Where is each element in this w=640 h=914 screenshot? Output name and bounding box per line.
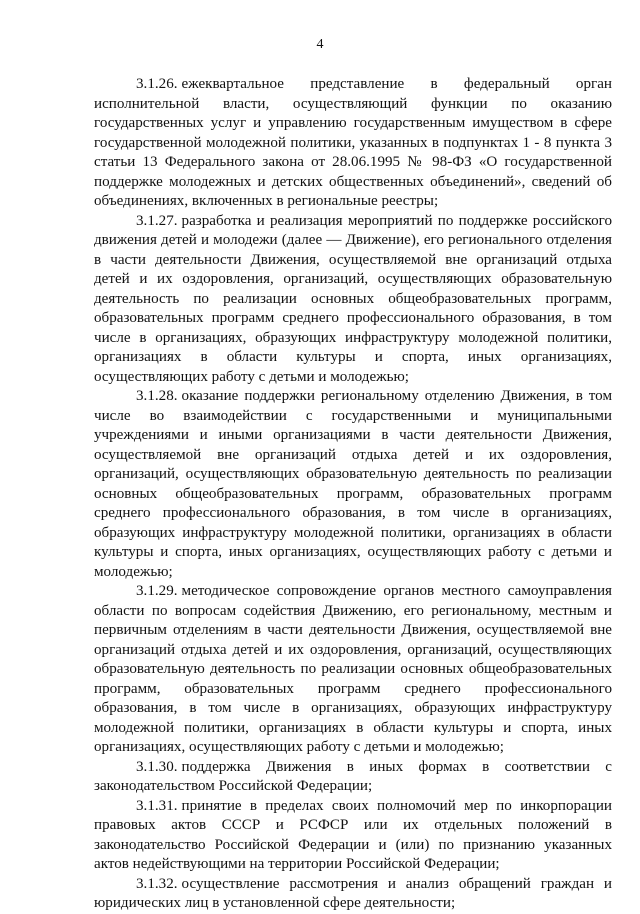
paragraph-number: 3.1.30. bbox=[136, 758, 178, 775]
paragraph-number: 3.1.28. bbox=[136, 388, 178, 404]
paragraph-text: осуществление рассмотрения и анализ обращений граждан и юридических лиц в установленной сфере деятельности; bbox=[94, 875, 612, 911]
paragraph-3-1-27 bbox=[94, 212, 612, 388]
paragraph-text: принятие в пределах своих полномочий мер по инкорпорации правовых актов СССР и РСФСР или их отдельных положений в законодательство Российской Федерации и (или) по признанию указанных актов недействующими на территории Российской Федерации; bbox=[94, 797, 612, 872]
paragraph-3-1-32 bbox=[94, 875, 612, 914]
paragraph-number: 3.1.27. bbox=[136, 212, 178, 229]
paragraph-text: методическое сопровождение органов местного самоуправления области по вопросам содействия Движению, его региональному, местным и первичным отделениям в части деятельности Движения, осуществляемой вне организаций отдыха детей и их оздоровления, организаций, осуществляющих образовательную деятельность по реализации основных общеобразовательных программ, образовательных программ среднего профессионального образования, в том числе в организациях, образующих инфраструктуру молодежной политики, организациях в области культуры и спорта, иных организациях, осуществляющих работу с детьми и молодежью; bbox=[94, 583, 612, 755]
paragraph-number: 3.1.32. bbox=[136, 875, 178, 892]
paragraph-text: поддержка Движения в иных формах в соответствии с законодательством Российской Федерации; bbox=[94, 758, 612, 794]
paragraph-3-1-30 bbox=[94, 758, 612, 797]
paragraph-text: разработка и реализация мероприятий по поддержке российского движения детей и молодежи (далее — Движение), его регионального отделения в части деятельности Движения, осуществляемой вне организаций отдыха детей и их оздоровления, организаций, осуществляющих образовательную деятельность по реализации основных общеобразовательных программ, образовательных программ среднего профессионального образования, в том числе в организациях, образующих инфраструктуру молодежной политики, организациях в области культуры и спорта, иных организациях, осуществляющих работу с детьми и молодежью; bbox=[94, 212, 612, 385]
paragraph-3-1-29 bbox=[94, 582, 612, 758]
paragraph-number: 3.1.26. bbox=[136, 76, 178, 92]
paragraph-3-1-31 bbox=[94, 797, 612, 875]
paragraph-number: 3.1.31. bbox=[136, 797, 178, 814]
page-number: 4 bbox=[316, 37, 324, 52]
paragraph-3-1-28 bbox=[94, 387, 612, 582]
document-body bbox=[94, 75, 612, 914]
paragraph-text: ежеквартальное представление в федеральный орган исполнительной власти, осуществляющий функции по оказанию государственных услуг и управлению государственным имуществом в сфере государственной молодежной политики, указанных в подпунктах 1 - 8 пункта 3 статьи 13 Федерального закона от 28.06.1995 № 98-ФЗ «О государственной поддержке молодежных и детских общественных объединений», сведений об объединениях, включенных в региональные реестры; bbox=[94, 76, 612, 209]
paragraph-text: оказание поддержки региональному отделению Движения, в том числе во взаимодействии с государственными и муниципальными учреждениями и иными организациями в части деятельности Движения, осуществляемой вне организаций отдыха детей и их оздоровления, организаций, осуществляющих образовательную деятельность по реализации основных общеобразовательных программ, образовательных программ среднего профессионального образования, в том числе в организациях, образующих инфраструктуру молодежной политики, организациях в области культуры и спорта, иных организациях, осуществляющих работу с детьми и молодежью; bbox=[94, 388, 612, 580]
paragraph-number: 3.1.29. bbox=[136, 583, 178, 599]
paragraph-3-1-26 bbox=[94, 75, 612, 212]
